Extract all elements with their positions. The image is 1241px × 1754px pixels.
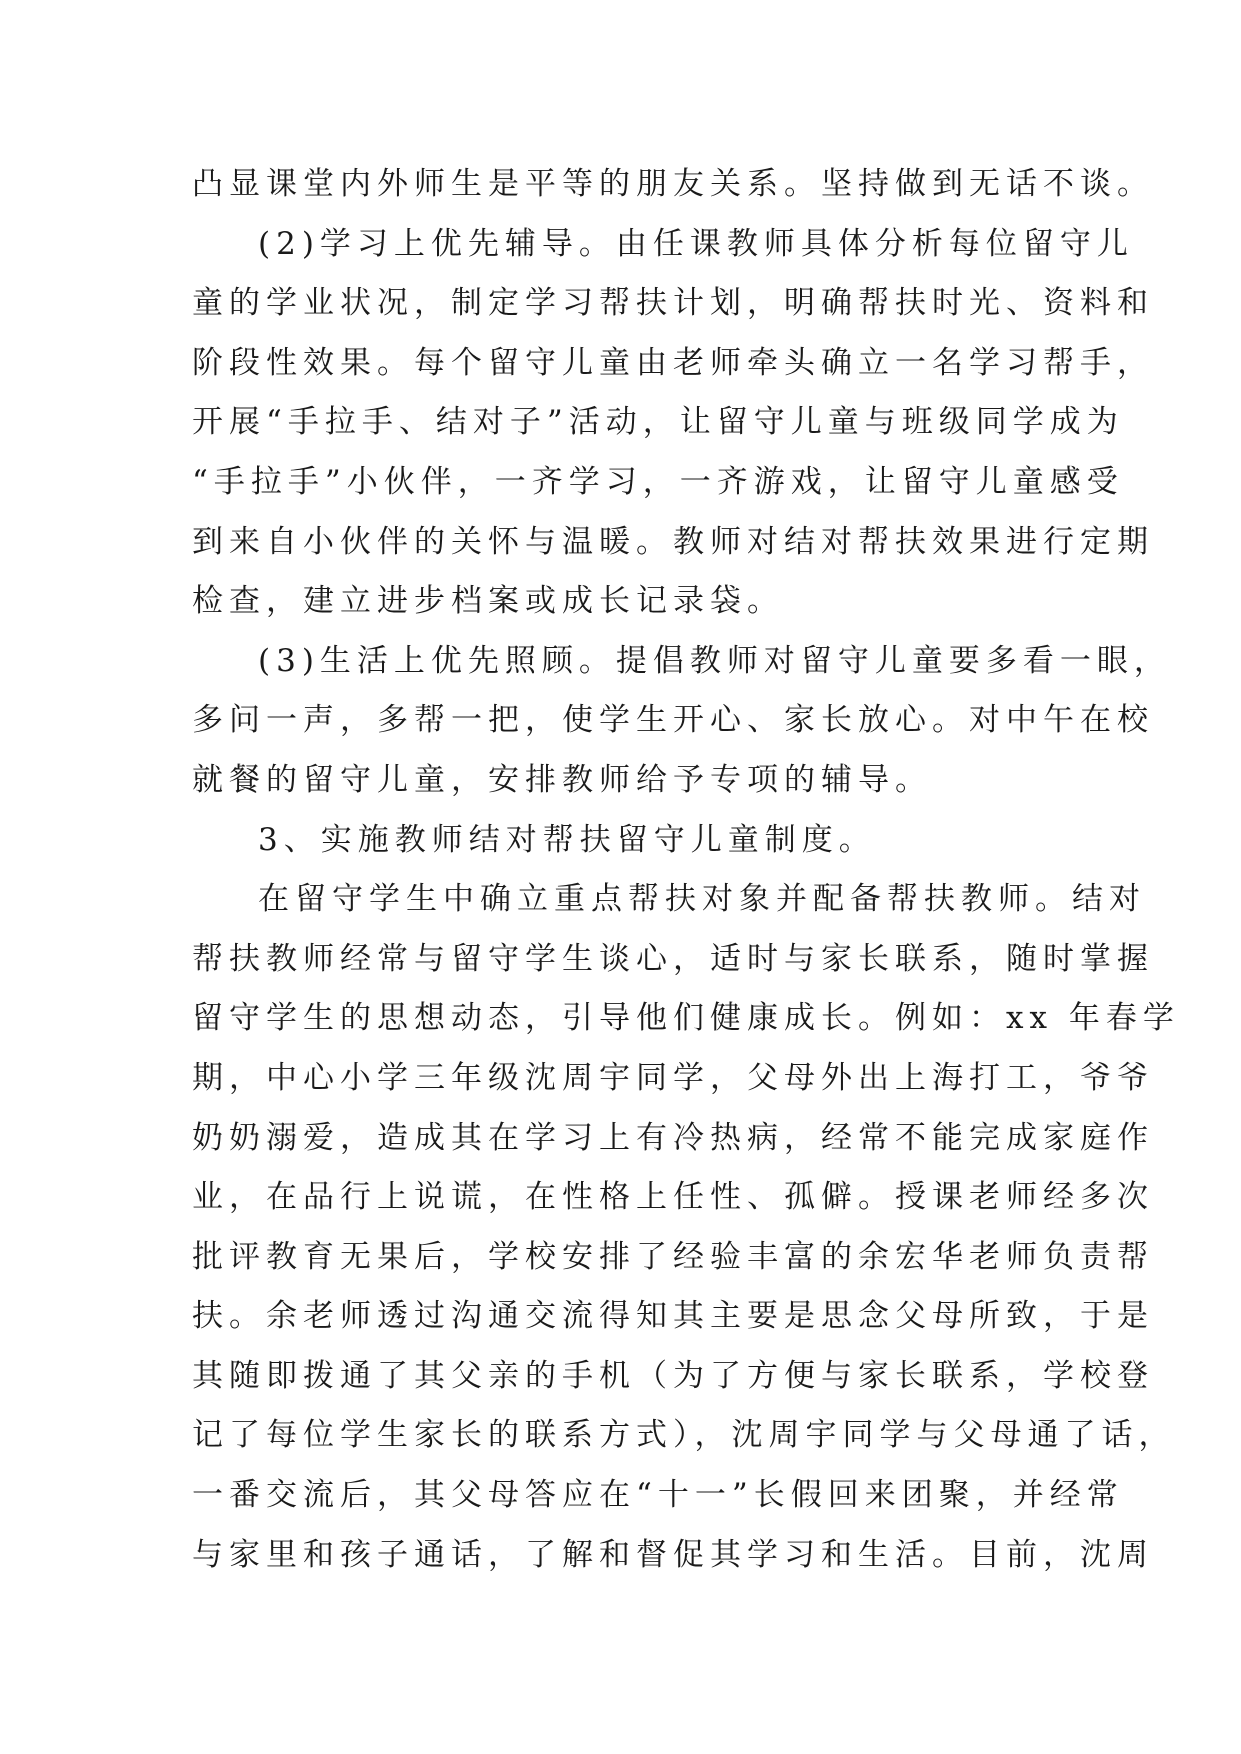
text-line: 开展“手拉手、结对子”活动，让留守儿童与班级同学成为 xyxy=(192,404,1124,441)
text-line: 与家里和孩子通话，了解和督促其学习和生活。目前，沈周 xyxy=(192,1536,1154,1573)
text-line: 到来自小伙伴的关怀与温暖。教师对结对帮扶效果进行定期 xyxy=(192,523,1154,560)
text-line: 多问一声，多帮一把，使学生开心、家长放心。对中午在校 xyxy=(192,702,1154,739)
text-line: 凸显课堂内外师生是平等的朋友关系。坚持做到无话不谈。 xyxy=(192,166,1154,202)
section-heading: 3、实施教师结对帮扶留守儿童制度。 xyxy=(258,821,876,858)
text-line: 其随即拨通了其父亲的手机（为了方便与家长联系，学校登 xyxy=(192,1357,1154,1394)
text-line: 童的学业状况，制定学习帮扶计划，明确帮扶时光、资料和 xyxy=(192,285,1154,322)
text-line: 奶奶溺爱，造成其在学习上有冷热病，经常不能完成家庭作 xyxy=(192,1119,1154,1156)
text-line: 在留守学生中确立重点帮扶对象并配备帮扶教师。结对 xyxy=(258,881,1146,918)
text-line: 批评教育无果后，学校安排了经验丰富的余宏华老师负责帮 xyxy=(192,1238,1154,1275)
text-line: 就餐的留守儿童，安排教师给予专项的辅导。 xyxy=(192,761,932,798)
text-line: 记了每位学生家长的联系方式），沈周宇同学与父母通了话， xyxy=(192,1417,1176,1454)
text-line: 帮扶教师经常与留守学生谈心，适时与家长联系，随时掌握 xyxy=(192,940,1154,977)
text-line: “手拉手”小伙伴，一齐学习，一齐游戏，让留守儿童感受 xyxy=(192,463,1124,500)
text-line: 一番交流后，其父母答应在“十一”长假回来团聚，并经常 xyxy=(192,1477,1124,1514)
text-line: 扶。余老师透过沟通交流得知其主要是思念父母所致，于是 xyxy=(192,1298,1154,1335)
text-line: 阶段性效果。每个留守儿童由老师牵头确立一名学习帮手， xyxy=(192,344,1154,381)
document-body xyxy=(192,155,1180,1585)
text-line: (2)学习上优先辅导。由任课教师具体分析每位留守儿 xyxy=(258,225,1134,262)
text-line: 检查，建立进步档案或成长记录袋。 xyxy=(192,583,784,620)
text-line: (3)生活上优先照顾。提倡教师对留守儿童要多看一眼， xyxy=(258,642,1171,679)
text-line: 业，在品行上说谎，在性格上任性、孤僻。授课老师经多次 xyxy=(192,1179,1154,1216)
text-line: 留守学生的思想动态，引导他们健康成长。例如：xx 年春学 xyxy=(192,1000,1180,1037)
text-line: 期，中心小学三年级沈周宇同学，父母外出上海打工，爷爷 xyxy=(192,1059,1154,1096)
